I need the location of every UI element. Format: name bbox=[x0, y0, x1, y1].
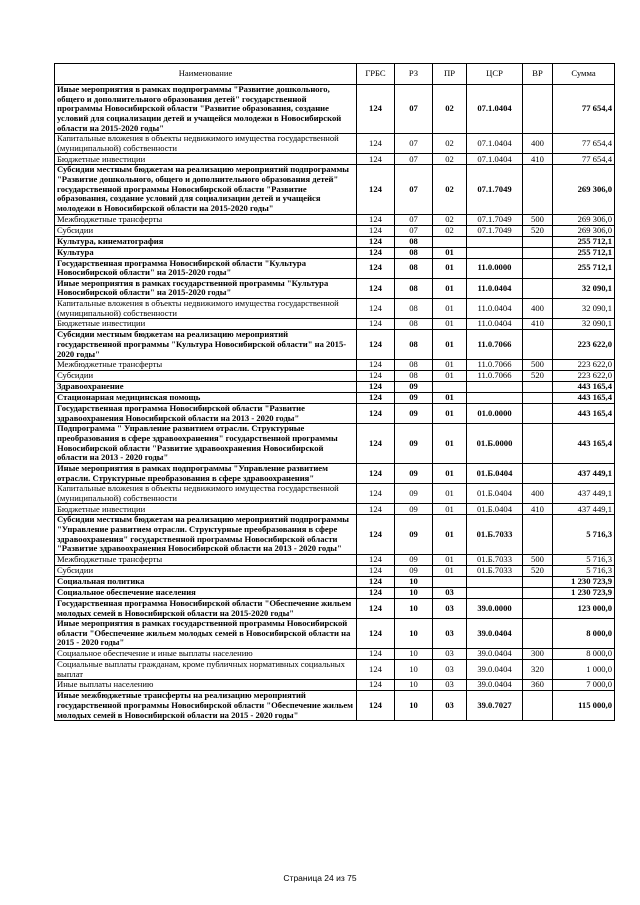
cell-pr: 01 bbox=[433, 515, 467, 555]
cell-vr: 410 bbox=[523, 319, 553, 330]
cell-sum: 443 165,4 bbox=[553, 424, 615, 464]
cell-csr: 07.1.0404 bbox=[467, 134, 523, 154]
cell-csr: 07.1.0404 bbox=[467, 154, 523, 165]
cell-name: Иные мероприятия в рамках подпрограммы "Развитие дошкольного, общего и дополнительного образования детей" государственной программы Новосибирской области "Развитие образования, создание условий для социализации детей и учащейся молодежи в Новосибирской области на 2015-2020 годы" bbox=[55, 85, 357, 134]
cell-vr: 520 bbox=[523, 565, 553, 576]
cell-pr: 03 bbox=[433, 680, 467, 691]
cell-pr: 01 bbox=[433, 393, 467, 404]
cell-vr bbox=[523, 85, 553, 134]
budget-table bbox=[54, 63, 615, 721]
table-row bbox=[55, 484, 615, 504]
cell-grbs: 124 bbox=[357, 424, 395, 464]
header-csr: ЦСР bbox=[467, 64, 523, 85]
cell-sum: 77 654,4 bbox=[553, 134, 615, 154]
cell-pr: 02 bbox=[433, 214, 467, 225]
cell-sum: 255 712,1 bbox=[553, 236, 615, 247]
cell-pr: 01 bbox=[433, 247, 467, 258]
cell-csr bbox=[467, 393, 523, 404]
cell-grbs: 124 bbox=[357, 371, 395, 382]
cell-rz: 07 bbox=[395, 225, 433, 236]
cell-grbs: 124 bbox=[357, 691, 395, 721]
cell-sum: 5 716,3 bbox=[553, 554, 615, 565]
cell-name: Социальное обеспечение и иные выплаты населению bbox=[55, 649, 357, 660]
cell-grbs: 124 bbox=[357, 319, 395, 330]
table-row bbox=[55, 649, 615, 660]
cell-pr: 01 bbox=[433, 484, 467, 504]
cell-rz: 10 bbox=[395, 691, 433, 721]
cell-grbs: 124 bbox=[357, 463, 395, 483]
cell-vr: 320 bbox=[523, 660, 553, 680]
cell-name: Бюджетные инвестиции bbox=[55, 504, 357, 515]
cell-grbs: 124 bbox=[357, 299, 395, 319]
cell-name: Капитальные вложения в объекты недвижимого имущества государственной (муниципальной) собственности bbox=[55, 134, 357, 154]
cell-grbs: 124 bbox=[357, 258, 395, 278]
cell-grbs: 124 bbox=[357, 587, 395, 598]
cell-grbs: 124 bbox=[357, 330, 395, 360]
cell-sum: 5 716,3 bbox=[553, 515, 615, 555]
cell-sum: 443 165,4 bbox=[553, 382, 615, 393]
cell-name: Иные мероприятия в рамках подпрограммы "Управление развитием отрасли. Структурные преобразования в сфере здравоохранения" bbox=[55, 463, 357, 483]
cell-rz: 07 bbox=[395, 214, 433, 225]
cell-pr: 01 bbox=[433, 463, 467, 483]
cell-rz: 08 bbox=[395, 247, 433, 258]
cell-rz: 08 bbox=[395, 360, 433, 371]
cell-sum: 32 090,1 bbox=[553, 299, 615, 319]
cell-rz: 10 bbox=[395, 576, 433, 587]
cell-name: Здравоохранение bbox=[55, 382, 357, 393]
cell-pr: 01 bbox=[433, 424, 467, 464]
cell-name: Субсидии bbox=[55, 371, 357, 382]
cell-vr bbox=[523, 278, 553, 298]
cell-csr: 01.Б.7033 bbox=[467, 565, 523, 576]
cell-rz: 10 bbox=[395, 619, 433, 649]
cell-name: Стационарная медицинская помощь bbox=[55, 393, 357, 404]
cell-pr: 03 bbox=[433, 691, 467, 721]
cell-pr: 01 bbox=[433, 371, 467, 382]
cell-pr: 01 bbox=[433, 330, 467, 360]
cell-vr bbox=[523, 463, 553, 483]
cell-vr bbox=[523, 247, 553, 258]
cell-csr: 01.Б.0404 bbox=[467, 504, 523, 515]
cell-vr: 360 bbox=[523, 680, 553, 691]
cell-vr bbox=[523, 404, 553, 424]
cell-csr bbox=[467, 382, 523, 393]
page-footer: Страница 24 из 75 bbox=[283, 873, 357, 883]
cell-csr: 01.Б.7033 bbox=[467, 515, 523, 555]
cell-csr: 01.Б.0000 bbox=[467, 424, 523, 464]
cell-pr: 01 bbox=[433, 554, 467, 565]
cell-vr: 410 bbox=[523, 154, 553, 165]
header-rz: РЗ bbox=[395, 64, 433, 85]
cell-sum: 32 090,1 bbox=[553, 319, 615, 330]
cell-rz: 08 bbox=[395, 236, 433, 247]
table-row bbox=[55, 515, 615, 555]
table-row bbox=[55, 165, 615, 214]
cell-vr bbox=[523, 424, 553, 464]
cell-name: Субсидии bbox=[55, 565, 357, 576]
cell-vr: 300 bbox=[523, 649, 553, 660]
cell-rz: 09 bbox=[395, 393, 433, 404]
cell-rz: 08 bbox=[395, 258, 433, 278]
cell-sum: 269 306,0 bbox=[553, 214, 615, 225]
cell-name: Субсидии местным бюджетам на реализацию мероприятий подпрограммы "Развитие дошкольного, общего и дополнительного образования детей" государственной программы Новосибирской области "Развитие образования, создание условий для социализации детей и учащейся молодежи в Новосибирской области на 2015-2020 годы" bbox=[55, 165, 357, 214]
cell-rz: 09 bbox=[395, 484, 433, 504]
cell-grbs: 124 bbox=[357, 619, 395, 649]
header-grbs: ГРБС bbox=[357, 64, 395, 85]
cell-grbs: 124 bbox=[357, 515, 395, 555]
cell-csr: 07.1.7049 bbox=[467, 225, 523, 236]
cell-vr: 400 bbox=[523, 134, 553, 154]
cell-csr: 11.0.0000 bbox=[467, 258, 523, 278]
cell-name: Субсидии bbox=[55, 225, 357, 236]
table-row bbox=[55, 299, 615, 319]
cell-name: Государственная программа Новосибирской области "Культура Новосибирской области" на 2015-2020 годы" bbox=[55, 258, 357, 278]
cell-pr: 01 bbox=[433, 299, 467, 319]
cell-grbs: 124 bbox=[357, 598, 395, 618]
cell-sum: 1 000,0 bbox=[553, 660, 615, 680]
header-sum: Сумма bbox=[553, 64, 615, 85]
cell-rz: 07 bbox=[395, 85, 433, 134]
cell-sum: 7 000,0 bbox=[553, 680, 615, 691]
cell-grbs: 124 bbox=[357, 85, 395, 134]
cell-sum: 269 306,0 bbox=[553, 165, 615, 214]
table-row bbox=[55, 691, 615, 721]
cell-name: Бюджетные инвестиции bbox=[55, 319, 357, 330]
cell-pr: 03 bbox=[433, 660, 467, 680]
table-row bbox=[55, 154, 615, 165]
header-vr: ВР bbox=[523, 64, 553, 85]
cell-rz: 09 bbox=[395, 424, 433, 464]
cell-vr: 500 bbox=[523, 214, 553, 225]
cell-pr: 03 bbox=[433, 587, 467, 598]
cell-csr: 11.0.7066 bbox=[467, 371, 523, 382]
cell-rz: 10 bbox=[395, 587, 433, 598]
table-row bbox=[55, 680, 615, 691]
cell-pr: 02 bbox=[433, 154, 467, 165]
cell-name: Культура, кинематография bbox=[55, 236, 357, 247]
cell-pr: 01 bbox=[433, 319, 467, 330]
cell-sum: 77 654,4 bbox=[553, 154, 615, 165]
cell-rz: 10 bbox=[395, 680, 433, 691]
cell-csr: 11.0.7066 bbox=[467, 330, 523, 360]
cell-vr: 500 bbox=[523, 554, 553, 565]
cell-vr: 400 bbox=[523, 299, 553, 319]
cell-grbs: 124 bbox=[357, 165, 395, 214]
cell-vr bbox=[523, 587, 553, 598]
cell-name: Подпрограмма " Управление развитием отрасли. Структурные преобразования в сфере здравоохранения" государственной программы Новосибирской области "Развитие здравоохранения Новосибирской области на 2013 - 2020 годы" bbox=[55, 424, 357, 464]
cell-grbs: 124 bbox=[357, 154, 395, 165]
cell-rz: 08 bbox=[395, 330, 433, 360]
cell-name: Иные выплаты населению bbox=[55, 680, 357, 691]
cell-sum: 1 230 723,9 bbox=[553, 587, 615, 598]
table-row bbox=[55, 382, 615, 393]
cell-grbs: 124 bbox=[357, 680, 395, 691]
cell-csr: 39.0.0000 bbox=[467, 598, 523, 618]
table-row bbox=[55, 424, 615, 464]
cell-rz: 10 bbox=[395, 649, 433, 660]
table-row bbox=[55, 404, 615, 424]
cell-grbs: 124 bbox=[357, 247, 395, 258]
cell-grbs: 124 bbox=[357, 649, 395, 660]
cell-vr: 520 bbox=[523, 371, 553, 382]
table-row bbox=[55, 278, 615, 298]
cell-name: Государственная программа Новосибирской области "Обеспечение жильем молодых семей в Новосибирской области на 2015-2020 годы" bbox=[55, 598, 357, 618]
cell-vr bbox=[523, 393, 553, 404]
cell-csr: 39.0.7027 bbox=[467, 691, 523, 721]
cell-grbs: 124 bbox=[357, 134, 395, 154]
cell-rz: 09 bbox=[395, 463, 433, 483]
table-row bbox=[55, 247, 615, 258]
cell-name: Субсидии местным бюджетам на реализацию мероприятий государственной программы "Культура Новосибирской области" на 2015-2020 годы" bbox=[55, 330, 357, 360]
cell-grbs: 124 bbox=[357, 278, 395, 298]
table-row bbox=[55, 598, 615, 618]
cell-vr bbox=[523, 576, 553, 587]
cell-name: Социальная политика bbox=[55, 576, 357, 587]
cell-csr: 39.0.0404 bbox=[467, 649, 523, 660]
cell-pr: 01 bbox=[433, 278, 467, 298]
cell-name: Межбюджетные трансферты bbox=[55, 214, 357, 225]
cell-pr: 02 bbox=[433, 134, 467, 154]
cell-grbs: 124 bbox=[357, 360, 395, 371]
cell-rz: 07 bbox=[395, 165, 433, 214]
cell-csr: 11.0.0404 bbox=[467, 319, 523, 330]
cell-vr bbox=[523, 691, 553, 721]
cell-pr: 02 bbox=[433, 85, 467, 134]
cell-pr: 01 bbox=[433, 565, 467, 576]
table-row bbox=[55, 619, 615, 649]
cell-csr: 11.0.0404 bbox=[467, 299, 523, 319]
cell-pr bbox=[433, 236, 467, 247]
table-row bbox=[55, 463, 615, 483]
table-row bbox=[55, 554, 615, 565]
cell-pr bbox=[433, 576, 467, 587]
cell-sum: 32 090,1 bbox=[553, 278, 615, 298]
cell-sum: 115 000,0 bbox=[553, 691, 615, 721]
cell-name: Капитальные вложения в объекты недвижимого имущества государственной (муниципальной) собственности bbox=[55, 299, 357, 319]
cell-vr: 500 bbox=[523, 360, 553, 371]
cell-pr: 01 bbox=[433, 504, 467, 515]
cell-rz: 08 bbox=[395, 319, 433, 330]
cell-sum: 8 000,0 bbox=[553, 649, 615, 660]
cell-sum: 255 712,1 bbox=[553, 258, 615, 278]
cell-name: Государственная программа Новосибирской области "Развитие здравоохранения Новосибирской области на 2013 - 2020 годы" bbox=[55, 404, 357, 424]
cell-sum: 269 306,0 bbox=[553, 225, 615, 236]
cell-csr: 39.0.0404 bbox=[467, 660, 523, 680]
cell-vr bbox=[523, 598, 553, 618]
cell-vr bbox=[523, 258, 553, 278]
cell-grbs: 124 bbox=[357, 236, 395, 247]
cell-sum: 1 230 723,9 bbox=[553, 576, 615, 587]
cell-csr: 01.Б.0404 bbox=[467, 484, 523, 504]
cell-rz: 08 bbox=[395, 371, 433, 382]
cell-vr bbox=[523, 330, 553, 360]
cell-vr bbox=[523, 165, 553, 214]
cell-grbs: 124 bbox=[357, 504, 395, 515]
table-row bbox=[55, 236, 615, 247]
cell-rz: 10 bbox=[395, 598, 433, 618]
cell-csr: 01.Б.0404 bbox=[467, 463, 523, 483]
cell-vr: 410 bbox=[523, 504, 553, 515]
cell-rz: 10 bbox=[395, 660, 433, 680]
cell-grbs: 124 bbox=[357, 404, 395, 424]
cell-sum: 5 716,3 bbox=[553, 565, 615, 576]
cell-vr bbox=[523, 619, 553, 649]
cell-name: Социальные выплаты гражданам, кроме публичных нормативных социальных выплат bbox=[55, 660, 357, 680]
cell-rz: 09 bbox=[395, 515, 433, 555]
cell-grbs: 124 bbox=[357, 565, 395, 576]
cell-grbs: 124 bbox=[357, 393, 395, 404]
table-row bbox=[55, 371, 615, 382]
cell-csr bbox=[467, 236, 523, 247]
cell-vr bbox=[523, 515, 553, 555]
cell-pr: 02 bbox=[433, 165, 467, 214]
cell-name: Социальное обеспечение населения bbox=[55, 587, 357, 598]
table-row bbox=[55, 319, 615, 330]
cell-csr bbox=[467, 576, 523, 587]
cell-name: Иные мероприятия в рамках государственной программы "Культура Новосибирской области" на 2015-2020 годы" bbox=[55, 278, 357, 298]
table-body bbox=[55, 85, 615, 721]
cell-pr: 01 bbox=[433, 404, 467, 424]
cell-sum: 77 654,4 bbox=[553, 85, 615, 134]
cell-sum: 8 000,0 bbox=[553, 619, 615, 649]
cell-grbs: 124 bbox=[357, 554, 395, 565]
cell-csr bbox=[467, 247, 523, 258]
cell-name: Иные межбюджетные трансферты на реализацию мероприятий государственной программы Новосибирской области "Обеспечение жильем молодых семей в Новосибирской области на 2015 - 2020 годы" bbox=[55, 691, 357, 721]
cell-csr: 01.Б.7033 bbox=[467, 554, 523, 565]
table-row bbox=[55, 134, 615, 154]
table-row bbox=[55, 393, 615, 404]
cell-sum: 443 165,4 bbox=[553, 393, 615, 404]
cell-sum: 437 449,1 bbox=[553, 504, 615, 515]
cell-pr bbox=[433, 382, 467, 393]
cell-grbs: 124 bbox=[357, 225, 395, 236]
cell-rz: 09 bbox=[395, 404, 433, 424]
table-row bbox=[55, 225, 615, 236]
cell-sum: 443 165,4 bbox=[553, 404, 615, 424]
cell-sum: 223 622,0 bbox=[553, 330, 615, 360]
cell-csr: 07.1.0404 bbox=[467, 85, 523, 134]
cell-pr: 03 bbox=[433, 619, 467, 649]
cell-rz: 09 bbox=[395, 565, 433, 576]
header-name: Наименование bbox=[55, 64, 357, 85]
cell-grbs: 124 bbox=[357, 382, 395, 393]
cell-vr: 400 bbox=[523, 484, 553, 504]
cell-sum: 255 712,1 bbox=[553, 247, 615, 258]
cell-name: Межбюджетные трансферты bbox=[55, 360, 357, 371]
table-row bbox=[55, 576, 615, 587]
cell-sum: 123 000,0 bbox=[553, 598, 615, 618]
cell-grbs: 124 bbox=[357, 214, 395, 225]
cell-sum: 223 622,0 bbox=[553, 360, 615, 371]
cell-grbs: 124 bbox=[357, 484, 395, 504]
table-row bbox=[55, 360, 615, 371]
header-pr: ПР bbox=[433, 64, 467, 85]
cell-csr: 39.0.0404 bbox=[467, 619, 523, 649]
cell-rz: 07 bbox=[395, 134, 433, 154]
table-row bbox=[55, 565, 615, 576]
cell-rz: 08 bbox=[395, 299, 433, 319]
cell-csr: 11.0.7066 bbox=[467, 360, 523, 371]
table-row bbox=[55, 330, 615, 360]
cell-pr: 03 bbox=[433, 598, 467, 618]
cell-vr: 520 bbox=[523, 225, 553, 236]
cell-sum: 223 622,0 bbox=[553, 371, 615, 382]
table-row bbox=[55, 660, 615, 680]
cell-csr: 07.1.7049 bbox=[467, 165, 523, 214]
cell-name: Бюджетные инвестиции bbox=[55, 154, 357, 165]
cell-sum: 437 449,1 bbox=[553, 484, 615, 504]
cell-name: Иные мероприятия в рамках государственной программы Новосибирской области "Обеспечение жильем молодых семей в Новосибирской области на 2015 - 2020 годы" bbox=[55, 619, 357, 649]
cell-name: Культура bbox=[55, 247, 357, 258]
table-row bbox=[55, 85, 615, 134]
table-header-row bbox=[55, 64, 615, 85]
table-row bbox=[55, 504, 615, 515]
cell-rz: 07 bbox=[395, 154, 433, 165]
cell-pr: 03 bbox=[433, 649, 467, 660]
cell-rz: 09 bbox=[395, 382, 433, 393]
table-row bbox=[55, 258, 615, 278]
cell-name: Межбюджетные трансферты bbox=[55, 554, 357, 565]
cell-csr: 39.0.0404 bbox=[467, 680, 523, 691]
cell-vr bbox=[523, 382, 553, 393]
cell-vr bbox=[523, 236, 553, 247]
cell-csr: 11.0.0404 bbox=[467, 278, 523, 298]
cell-pr: 02 bbox=[433, 225, 467, 236]
cell-name: Капитальные вложения в объекты недвижимого имущества государственной (муниципальной) собственности bbox=[55, 484, 357, 504]
cell-csr bbox=[467, 587, 523, 598]
cell-name: Субсидии местным бюджетам на реализацию мероприятий подпрограммы "Управление развитием отрасли. Структурные преобразования в сфере здравоохранения" государственной программы Новосибирской области "Развитие здравоохранения Новосибирской области на 2013 - 2020 годы" bbox=[55, 515, 357, 555]
table-row bbox=[55, 587, 615, 598]
cell-rz: 09 bbox=[395, 504, 433, 515]
cell-rz: 08 bbox=[395, 278, 433, 298]
cell-pr: 01 bbox=[433, 360, 467, 371]
cell-pr: 01 bbox=[433, 258, 467, 278]
cell-grbs: 124 bbox=[357, 660, 395, 680]
cell-grbs: 124 bbox=[357, 576, 395, 587]
cell-rz: 09 bbox=[395, 554, 433, 565]
cell-sum: 437 449,1 bbox=[553, 463, 615, 483]
cell-csr: 01.0.0000 bbox=[467, 404, 523, 424]
cell-csr: 07.1.7049 bbox=[467, 214, 523, 225]
table-row bbox=[55, 214, 615, 225]
